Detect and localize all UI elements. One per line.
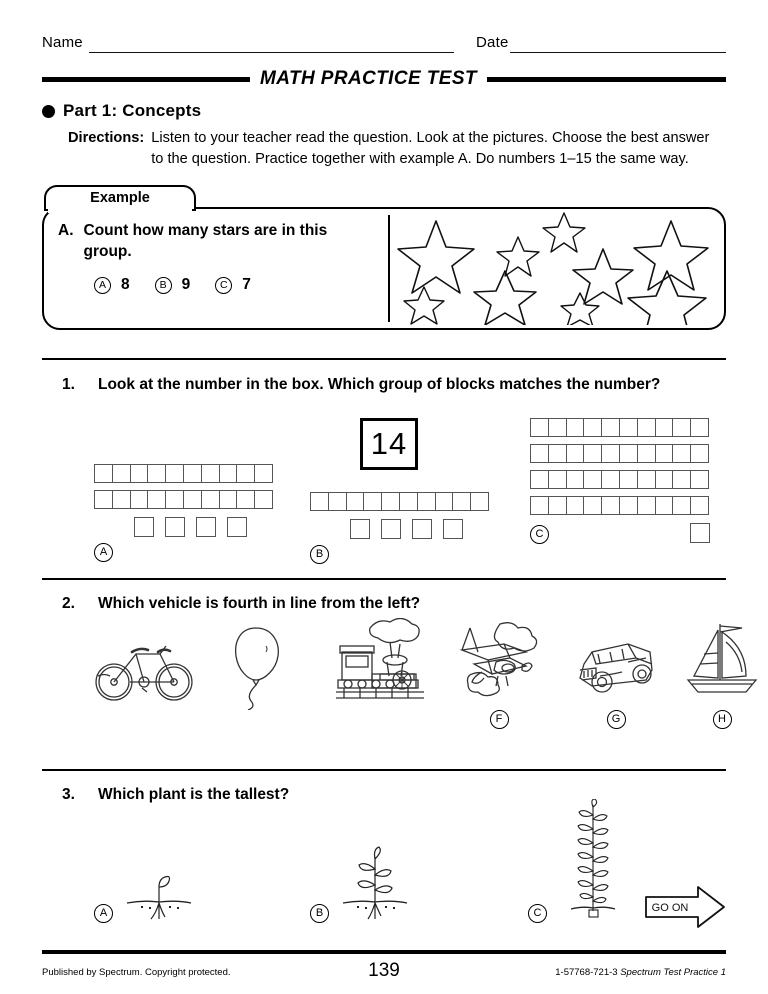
- option-bubble-h[interactable]: H: [713, 710, 732, 729]
- tall-plant-icon: [555, 799, 631, 923]
- number-box: 14: [360, 418, 418, 470]
- footer-rule: [42, 950, 726, 955]
- go-on-arrow: [644, 885, 726, 929]
- question-3-number: 3.: [62, 785, 75, 803]
- tens-row: [530, 496, 710, 515]
- question-2-answers: [42, 614, 726, 769]
- seedling-plant-icon: [337, 845, 413, 923]
- choice-value-a: 8: [121, 276, 130, 294]
- option-bubble-c[interactable]: C: [530, 525, 549, 544]
- stars-illustration: [390, 209, 724, 328]
- option-bubble-b-plant[interactable]: B: [310, 904, 329, 923]
- vehicle-label-g-wrap: [566, 706, 666, 729]
- vehicle-label-h-wrap: [680, 706, 764, 729]
- airplane-icon: [448, 620, 550, 706]
- date-label: Date: [476, 34, 509, 51]
- vehicle-label-f-wrap: [448, 706, 550, 729]
- question-2-header: [42, 593, 726, 614]
- example-tab: [44, 185, 196, 211]
- vehicle-jeep[interactable]: [566, 636, 666, 702]
- question-2-text: Which vehicle is fourth in line from the left?: [98, 594, 421, 612]
- example-block: [42, 185, 726, 330]
- go-on-label: GO ON: [651, 901, 689, 914]
- title-bar: [42, 68, 726, 90]
- option-b-group[interactable]: [310, 492, 488, 564]
- option-bubble-g[interactable]: G: [607, 710, 626, 729]
- vehicle-train[interactable]: [320, 618, 436, 710]
- tens-row: [310, 492, 488, 511]
- plant-a[interactable]: [94, 865, 197, 923]
- question-3-text: Which plant is the tallest?: [98, 785, 290, 803]
- option-bubble-b[interactable]: B: [310, 545, 329, 564]
- question-2: [42, 578, 726, 769]
- title-rule-left: [42, 77, 250, 82]
- example-number: A.: [58, 222, 74, 240]
- tens-row: [530, 444, 710, 463]
- bicycle-icon: [90, 632, 198, 704]
- tens-row: [530, 470, 710, 489]
- example-question-text: Count how many stars are in this group.: [83, 222, 328, 260]
- vehicle-bicycle[interactable]: [90, 632, 198, 704]
- tens-row: [94, 464, 272, 483]
- option-bubble-a[interactable]: A: [94, 543, 113, 562]
- sailboat-icon: [680, 620, 764, 704]
- vehicle-airplane[interactable]: [448, 620, 550, 706]
- example-question: [58, 221, 378, 262]
- part-heading-label: Part 1: Concepts: [63, 101, 202, 120]
- footer-book-title: Spectrum Test Practice 1: [620, 967, 726, 978]
- question-3: [42, 769, 726, 937]
- name-blank-line[interactable]: [89, 39, 454, 53]
- ones-blocks: [690, 523, 710, 543]
- example-box: [42, 207, 726, 330]
- part-heading: [42, 101, 726, 121]
- vehicle-balloon[interactable]: [220, 622, 286, 710]
- example-question-pane: [44, 209, 388, 328]
- date-blank-line[interactable]: [510, 39, 727, 53]
- option-bubble-a-plant[interactable]: A: [94, 904, 113, 923]
- date-field-group: [476, 34, 726, 53]
- plant-c[interactable]: [528, 799, 631, 923]
- question-1: [42, 358, 726, 577]
- sprout-plant-icon: [121, 865, 197, 923]
- footer-isbn: 1-57768-721-3: [555, 967, 618, 978]
- bullet-icon: [42, 105, 55, 118]
- name-date-row: [42, 0, 726, 53]
- example-choices: [58, 276, 378, 294]
- balloon-icon: [220, 622, 286, 710]
- tens-row: [94, 490, 272, 509]
- question-1-number: 1.: [62, 376, 75, 394]
- directions-text: Listen to your teacher read the question. Look at the pictures. Choose the best answer to the question. Practice together with example A. Do numbers 1–15 the same way.: [151, 130, 710, 167]
- question-1-text: Look at the number in the box. Which group of blocks matches the number?: [98, 376, 661, 394]
- choice-value-c: 7: [242, 276, 251, 294]
- footer: [42, 960, 726, 981]
- option-a-group[interactable]: [94, 464, 272, 562]
- question-1-header: [42, 374, 726, 395]
- option-c-group[interactable]: [530, 418, 710, 544]
- train-icon: [320, 618, 436, 710]
- name-label: Name: [42, 34, 83, 51]
- option-bubble-c-plant[interactable]: C: [528, 904, 547, 923]
- example-tab-label: Example: [90, 190, 150, 207]
- example-choice-c[interactable]: [215, 276, 251, 294]
- choice-bubble-a[interactable]: A: [94, 277, 111, 294]
- question-2-number: 2.: [62, 594, 75, 612]
- directions-label: Directions:: [68, 130, 145, 146]
- vehicle-sailboat[interactable]: [680, 620, 764, 704]
- tab-mask: [48, 207, 192, 213]
- example-choice-a[interactable]: [94, 276, 130, 294]
- jeep-icon: [566, 636, 666, 702]
- choice-value-b: 9: [181, 276, 191, 294]
- example-choice-b[interactable]: [155, 276, 191, 294]
- tens-row: [530, 418, 710, 437]
- footer-publisher: Published by Spectrum. Copyright protected.: [42, 967, 231, 978]
- directions: [42, 128, 726, 169]
- stars-svg: [390, 209, 716, 325]
- go-on-arrow-icon: [644, 885, 726, 929]
- page-number: 139: [368, 960, 400, 981]
- plant-b[interactable]: [310, 845, 413, 923]
- choice-bubble-c[interactable]: C: [215, 277, 232, 294]
- ones-blocks: [134, 517, 272, 537]
- question-1-answers: [42, 396, 726, 578]
- ones-blocks: [350, 519, 488, 539]
- title-rule-right: [487, 77, 726, 82]
- question-3-answers: [42, 805, 726, 937]
- option-bubble-f[interactable]: F: [490, 710, 509, 729]
- choice-bubble-b[interactable]: B: [155, 277, 172, 294]
- page-title: MATH PRACTICE TEST: [260, 68, 477, 89]
